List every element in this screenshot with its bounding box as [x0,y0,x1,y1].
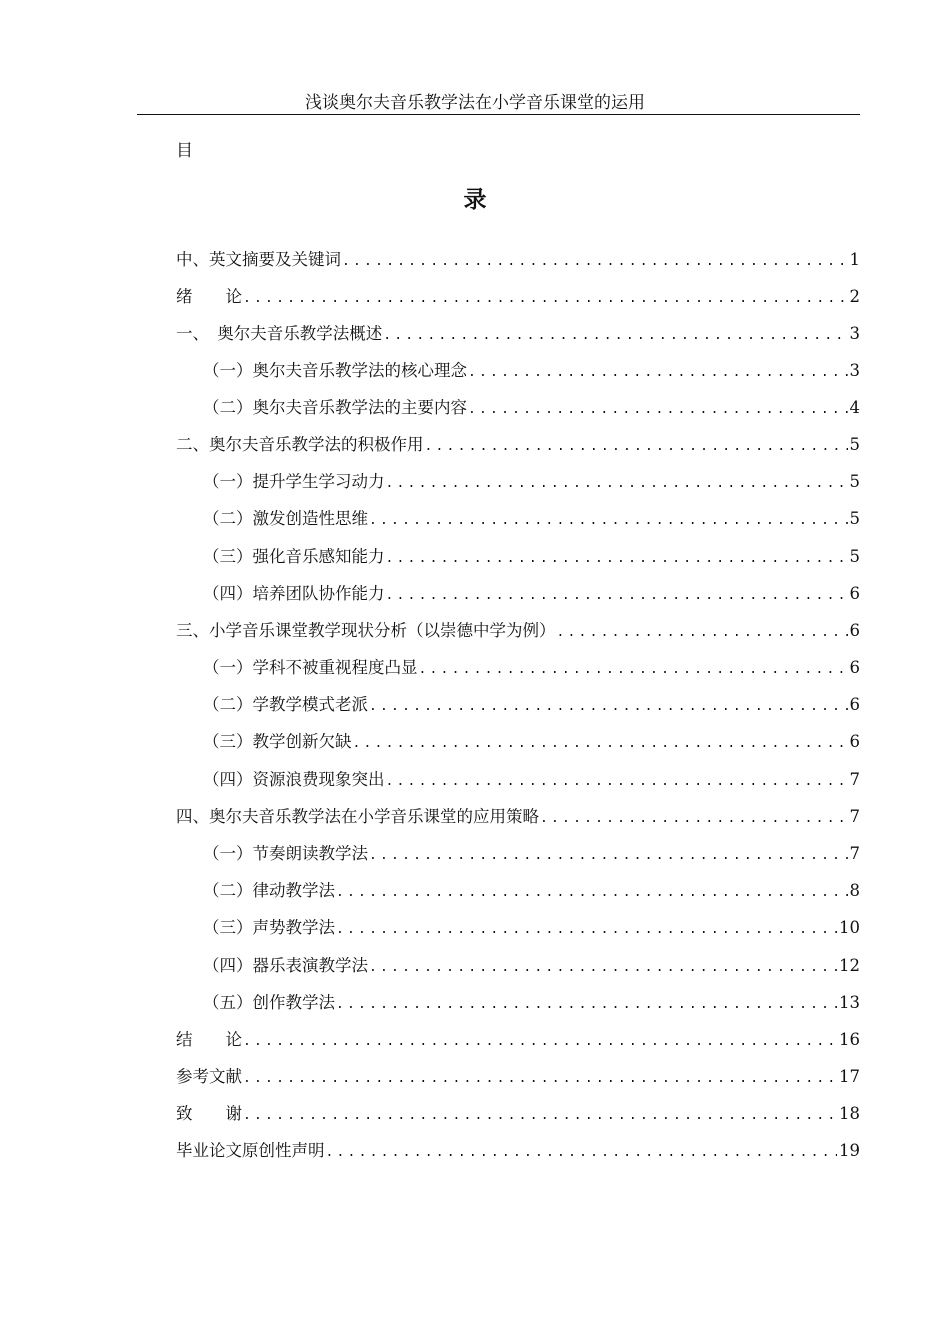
toc-entry-page: 6 [849,732,860,751]
toc-entry[interactable] [176,1138,860,1164]
dot-leader [336,917,837,943]
toc-entry-page: 19 [839,1141,860,1160]
toc-entry-label: （二）激发创造性思维 [203,509,368,528]
toc-entry-label: （四）培养团队协作能力 [203,584,385,603]
toc-entry-label: （二）律动教学法 [203,881,335,900]
toc-entry-page: 3 [849,361,860,380]
toc-entry[interactable] [176,618,860,644]
dot-leader [243,286,848,312]
toc-entry-page: 18 [839,1104,860,1123]
toc-entry-page: 7 [849,770,860,789]
toc-entry-page: 10 [839,918,860,937]
toc-entry-label: 四、奥尔夫音乐教学法在小学音乐课堂的应用策略 [176,807,539,826]
toc-title-second-char: 录 [463,186,487,213]
toc-entry[interactable] [203,469,860,495]
toc-entry[interactable] [176,1027,860,1053]
dot-leader [369,955,837,981]
toc-entry[interactable] [176,321,860,347]
toc-entry-label: （四）资源浪费现象突出 [203,770,385,789]
toc-entry-label: 参考文献 [176,1067,242,1086]
toc-entry-label: 致 谢 [176,1104,242,1123]
toc-entry[interactable] [176,284,860,310]
dot-leader [336,992,837,1018]
toc-entry-label: （二）奥尔夫音乐教学法的主要内容 [203,398,467,417]
toc-entry-label: （三）教学创新欠缺 [203,732,352,751]
dot-leader [386,471,848,497]
toc-entry[interactable] [203,841,860,867]
dot-leader [336,880,848,906]
dot-leader [386,583,848,609]
toc-entry-page: 5 [849,547,860,566]
dot-leader [369,694,848,720]
dot-leader [369,508,848,534]
dot-leader [419,657,848,683]
dot-leader [369,843,848,869]
toc-entry[interactable] [176,247,860,273]
toc-entry-page: 8 [849,881,860,900]
toc-entry[interactable] [203,581,860,607]
dot-leader [540,806,848,832]
toc-entry-page: 7 [849,807,860,826]
dot-leader [557,620,848,646]
toc-entry[interactable] [176,432,860,458]
toc-entry[interactable] [203,767,860,793]
toc-entry-page: 5 [849,435,860,454]
toc-entry-label: 二、奥尔夫音乐教学法的积极作用 [176,435,424,454]
toc-title-first-char: 目 [176,141,193,161]
toc-entry-label: （二）学教学模式老派 [203,695,368,714]
toc-entry[interactable] [203,729,860,755]
toc-entry-page: 7 [849,844,860,863]
toc-entry-label: 绪 论 [176,287,242,306]
toc-entry-page: 6 [849,658,860,677]
toc-entry-page: 4 [849,398,860,417]
toc-entry-page: 3 [849,324,860,343]
dot-leader [383,323,847,349]
toc-entry-page: 2 [849,287,860,306]
toc-entry-label: （三）声势教学法 [203,918,335,937]
dot-leader [468,360,848,386]
toc-entry-page: 17 [839,1067,860,1086]
toc-entry[interactable] [203,655,860,681]
toc-entry-label: （四）器乐表演教学法 [203,956,368,975]
toc-entry-page: 13 [839,993,860,1012]
dot-leader [243,1103,837,1129]
toc-entry-label: 毕业论文原创性声明 [176,1141,325,1160]
toc-entry-page: 1 [849,250,860,269]
toc-entry[interactable] [203,878,860,904]
toc-entry[interactable] [203,915,860,941]
toc-entry[interactable] [176,1101,860,1127]
dot-leader [353,731,848,757]
toc-entry[interactable] [176,1064,860,1090]
toc-entry-label: 三、小学音乐课堂教学现状分析（以崇德中学为例） [176,621,556,640]
toc-entry-page: 6 [849,584,860,603]
toc-entry-label: 结 论 [176,1030,242,1049]
toc-entry-page: 6 [849,621,860,640]
running-header-title: 浅谈奥尔夫音乐教学法在小学音乐课堂的运用 [305,93,645,113]
toc-entry[interactable] [176,804,860,830]
dot-leader [425,434,848,460]
toc-entry-page: 5 [849,472,860,491]
toc-entry-label: （三）强化音乐感知能力 [203,547,385,566]
toc-entry[interactable] [203,692,860,718]
toc-entry[interactable] [203,990,860,1016]
toc-entry[interactable] [203,395,860,421]
toc-entry-label: （一）学科不被重视程度凸显 [203,658,418,677]
toc-entry-page: 16 [839,1030,860,1049]
toc-entry-label: （一）奥尔夫音乐教学法的核心理念 [203,361,467,380]
toc-entry-page: 12 [839,956,860,975]
dot-leader [243,1029,837,1055]
toc-entry-page: 6 [849,695,860,714]
toc-entry[interactable] [203,544,860,570]
toc-entry-label: 一、 奥尔夫音乐教学法概述 [176,324,383,343]
dot-leader [326,1140,838,1166]
toc-entry-label: （一）节奏朗读教学法 [203,844,368,863]
toc-entry[interactable] [203,953,860,979]
dot-leader [386,546,848,572]
dot-leader [342,249,848,275]
dot-leader [386,769,848,795]
toc-entry-label: 中、英文摘要及关键词 [176,250,341,269]
toc-entry-page: 5 [849,509,860,528]
toc-entry-label: （一）提升学生学习动力 [203,472,385,491]
toc-entry[interactable] [203,506,860,532]
toc-entry[interactable] [203,358,860,384]
dot-leader [468,397,848,423]
dot-leader [243,1066,837,1092]
toc-entry-label: （五）创作教学法 [203,993,335,1012]
